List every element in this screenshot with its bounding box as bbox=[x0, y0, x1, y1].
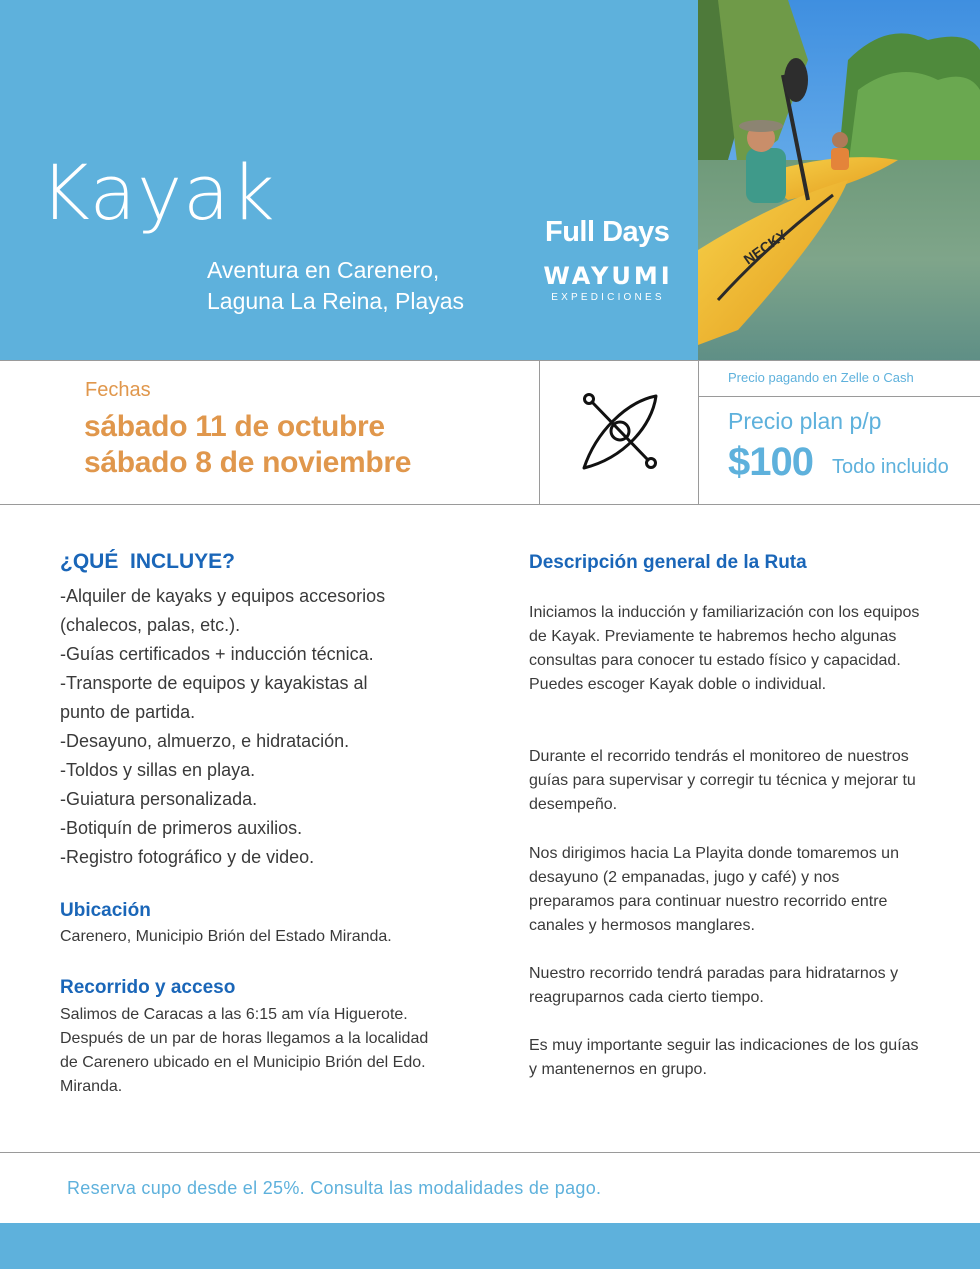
includes-list bbox=[60, 582, 460, 872]
description-paragraph: Es muy importante seguir las indicaciones de los guías y mantenernos en grupo. bbox=[529, 1037, 919, 1078]
route-description-heading: Descripción general de la Ruta bbox=[529, 552, 807, 573]
kayak-photo bbox=[698, 0, 980, 360]
list-item: -Botiquín de primeros auxilios. bbox=[60, 818, 303, 838]
description-paragraph: Nos dirigimos hacia La Playita donde tomaremos un desayuno (2 empanadas, jugo y café) y nos preparamos para continuar nuestro recorrido entre canales y hermosos manglares. bbox=[529, 845, 899, 934]
booking-note: Reserva cupo desde el 25%. Consulta las modalidades de pago. bbox=[67, 1178, 602, 1198]
page-title: Kayak bbox=[40, 148, 276, 237]
list-item: -Toldos y sillas en playa. bbox=[60, 760, 256, 780]
info-band-divider-right bbox=[698, 360, 699, 505]
brand-name: WAYUMI bbox=[543, 262, 673, 290]
list-item: (chalecos, palas, etc.). bbox=[60, 615, 241, 635]
description-paragraph: Iniciamos la inducción y familiarización con los equipos de Kayak. Previamente te habremos hecho algunas consultas para conocer tu estado físico y capacidad. Puedes escoger Kayak doble o individual. bbox=[529, 604, 920, 693]
price-value: $100 bbox=[728, 440, 813, 484]
description-paragraph: Durante el recorrido tendrás el monitoreo de nuestros guías para supervisar y corregir tu técnica y mejorar tu desempeño. bbox=[529, 748, 916, 813]
price-header-divider bbox=[698, 396, 980, 397]
payment-note: Precio pagando en Zelle o Cash bbox=[728, 370, 914, 385]
location-heading: Ubicación bbox=[60, 900, 151, 921]
brand-logo bbox=[542, 262, 674, 303]
list-item: -Registro fotográfico y de video. bbox=[60, 847, 315, 867]
info-band-bottom-divider bbox=[0, 504, 980, 505]
price-label: Precio plan p/p bbox=[728, 408, 882, 434]
location-text: Carenero, Municipio Brión del Estado Miranda. bbox=[60, 928, 392, 945]
list-item: -Guiatura personalizada. bbox=[60, 789, 258, 809]
info-band-divider-left bbox=[539, 360, 540, 505]
route-access-heading: Recorrido y acceso bbox=[60, 977, 236, 998]
list-item: -Guías certificados + inducción técnica. bbox=[60, 644, 374, 664]
brand-tagline: EXPEDICIONES bbox=[551, 292, 665, 303]
date-2: sábado 8 de noviembre bbox=[84, 446, 412, 479]
description-paragraph: Nuestro recorrido tendrá paradas para hidratarnos y reagruparnos cada cierto tiempo. bbox=[529, 965, 899, 1006]
kayak-photo-illustration bbox=[698, 0, 980, 360]
includes-heading: ¿QUÉ INCLUYE? bbox=[60, 550, 236, 573]
date-1: sábado 11 de octubre bbox=[84, 410, 385, 443]
hero-subtitle bbox=[207, 255, 464, 317]
footer-divider bbox=[0, 1152, 980, 1153]
list-item: -Transporte de equipos y kayakistas al bbox=[60, 673, 368, 693]
dates-label: Fechas bbox=[85, 379, 151, 401]
kayak-paddle-icon bbox=[576, 392, 664, 474]
hero-subtitle-line2: Laguna La Reina, Playas bbox=[207, 288, 465, 314]
hero-subtitle-line1: Aventura en Carenero, bbox=[207, 257, 440, 283]
list-item: -Desayuno, almuerzo, e hidratación. bbox=[60, 731, 350, 751]
list-item: punto de partida. bbox=[60, 702, 196, 722]
info-band-top-divider bbox=[0, 360, 980, 361]
footer-bar bbox=[0, 1223, 980, 1269]
photo-boat-label: NECKY bbox=[740, 226, 790, 268]
price-note: Todo incluido bbox=[832, 456, 949, 478]
hero-banner bbox=[0, 0, 698, 360]
full-days-badge: Full Days bbox=[545, 216, 670, 248]
list-item: -Alquiler de kayaks y equipos accesorios bbox=[60, 586, 386, 606]
route-access-text: Salimos de Caracas a las 6:15 am vía Higuerote. Después de un par de horas llegamos a la localidad de Carenero ubicado en el Municipio Brión del Edo. Miranda. bbox=[60, 1006, 429, 1095]
